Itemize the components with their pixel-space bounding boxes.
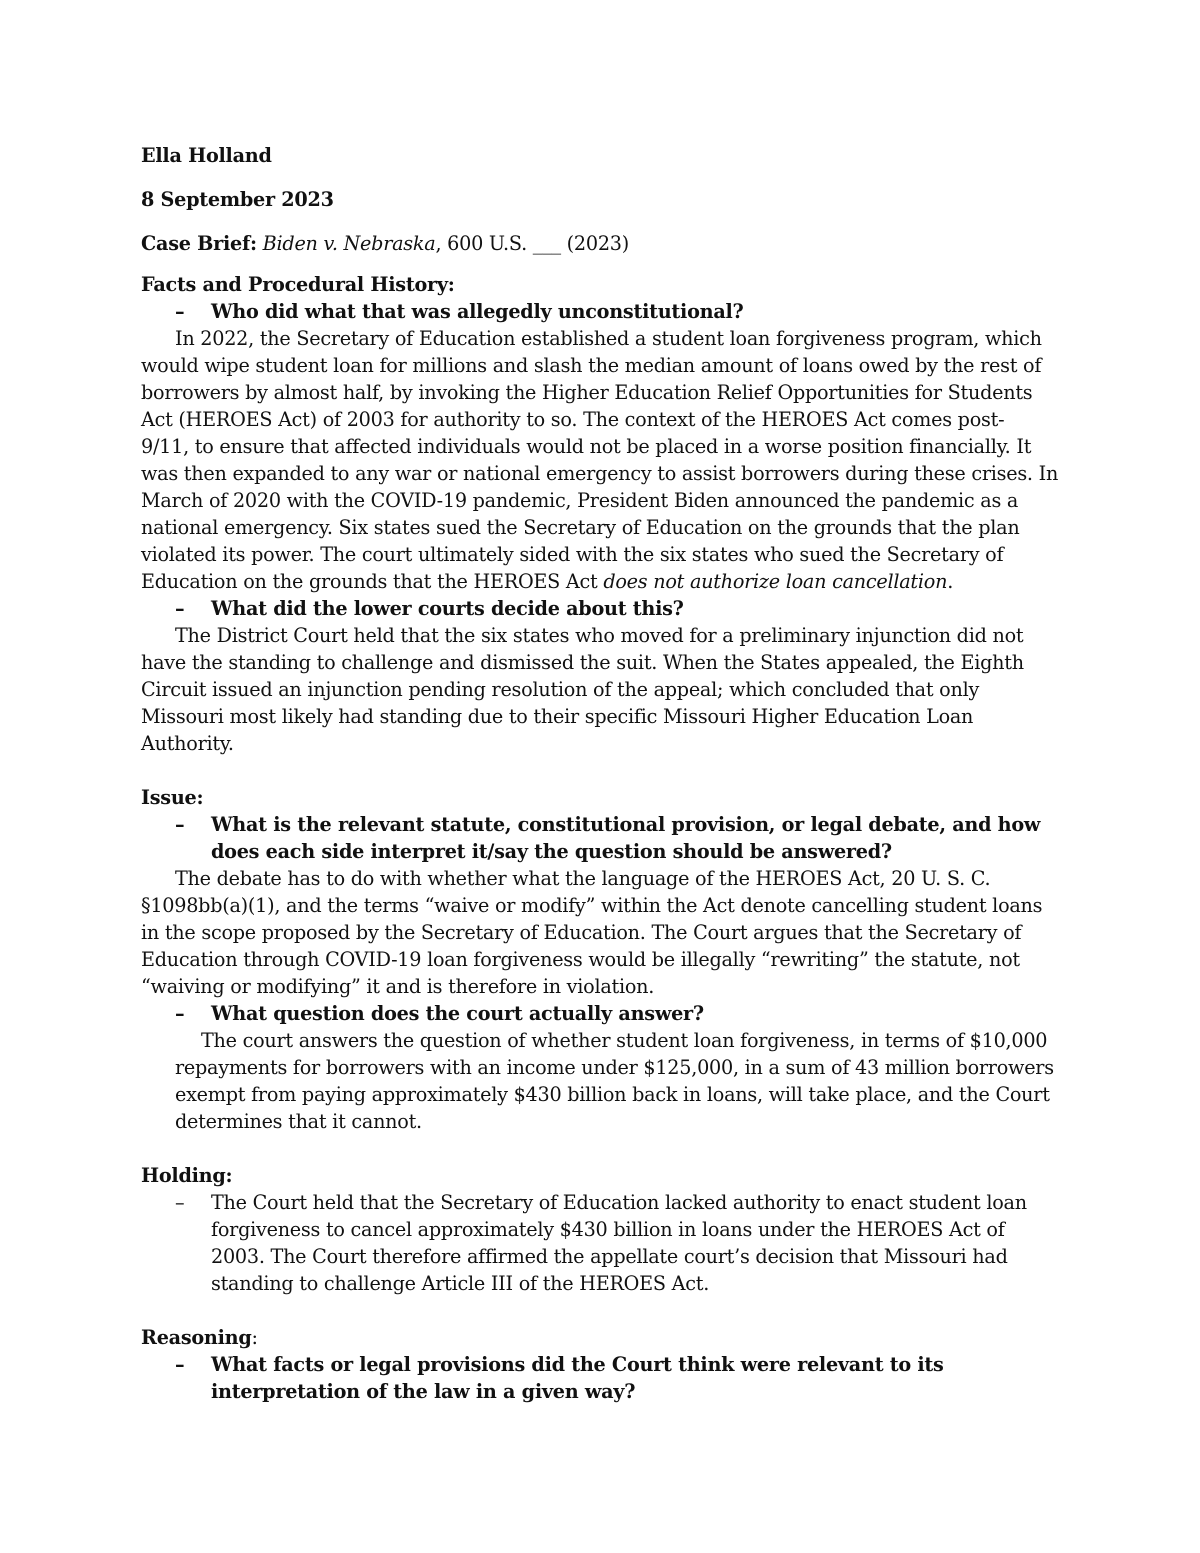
dash-bullet: – [175,300,185,323]
case-name: Biden v. Nebraska [262,232,436,255]
paragraph-line: borrowers by almost half, by invoking the Higher Education Relief Opportunities for Students [141,381,1033,404]
heading-text: Reasoning [141,1326,252,1349]
paragraph-line: would wipe student loan for millions and slash the median amount of loans owed by the rest of [141,354,1042,377]
document-page [141,142,1061,1405]
brief-date: 8 September 2023 [141,188,334,211]
author-name: Ella Holland [141,144,272,167]
paragraph-line: exempt from paying approximately $430 billion back in loans, will take place, and the Court [175,1083,1050,1106]
case-citation: , 600 U.S. ___ (2023) [435,232,629,255]
paragraph-line: have the standing to challenge and dismissed the suit. When the States appealed, the Eighth [141,651,1024,674]
heading-colon: : [251,1326,258,1349]
paragraph-line: in the scope proposed by the Secretary of Education. The Court argues that the Secretary of [141,921,1022,944]
question-text: What did the lower courts decide about this? [211,597,684,620]
dash-bullet: – [175,1191,185,1214]
issue-paragraph-2 [141,1027,1061,1135]
issue-paragraph-1 [141,865,1061,1000]
dash-bullet: – [175,1353,185,1376]
paragraph-line: In 2022, the Secretary of Education established a student loan forgiveness program, which [175,327,1042,350]
facts-heading: Facts and Procedural History: [141,273,455,296]
question-text: What facts or legal provisions did the Court think were relevant to its interpretation of the law in a given way? [211,1353,944,1403]
question-text: What is the relevant statute, constitutional provision, or legal debate, and how does each side interpret it/say the question should be answered? [211,813,1041,863]
issue-question-1 [141,811,1061,865]
case-title [141,230,1061,257]
paragraph-line: March of 2020 with the COVID-19 pandemic, President Biden announced the pandemic as a [141,489,1019,512]
holding-item [141,1189,1061,1297]
dash-bullet: – [175,597,185,620]
paragraph-line: determines that it cannot. [175,1110,422,1133]
line-text: Education on the grounds that the HEROES Act [141,570,604,593]
emphasis-text: does not authorize loan cancellation [603,570,948,593]
issue-question-2 [141,1000,1061,1027]
paragraph-line: was then expanded to any war or national emergency to assist borrowers during these crises. In [141,462,1059,485]
reasoning-heading [141,1324,1061,1351]
facts-question-1 [141,298,1061,325]
paragraph-line: Missouri most likely had standing due to their specific Missouri Higher Education Loan [141,705,974,728]
facts-paragraph-1 [141,325,1061,595]
paragraph-line: The District Court held that the six states who moved for a preliminary injunction did not [175,624,1024,647]
dash-bullet: – [175,813,185,836]
paragraph-line [141,568,1061,595]
issue-heading: Issue: [141,786,204,809]
dash-bullet: – [175,1002,185,1025]
line-text: . [947,570,954,593]
case-label: Case Brief: [141,232,257,255]
paragraph-line: Circuit issued an injunction pending resolution of the appeal; which concluded that only [141,678,980,701]
paragraph-line: §1098bb(a)(1), and the terms “waive or modify” within the Act denote cancelling student loans [141,894,1043,917]
paragraph-line: The debate has to do with whether what the language of the HEROES Act, 20 U. S. C. [175,867,991,890]
facts-paragraph-2 [141,622,1061,757]
paragraph-line: The court answers the question of whether student loan forgiveness, in terms of $10,000 [201,1029,1048,1052]
holding-section [141,1162,1061,1297]
holding-text: The Court held that the Secretary of Education lacked authority to enact student loan forgiveness to cancel approximately $430 billion in loans under the HEROES Act of 2003. The Court therefore affirmed the appellate court’s decision that Missouri had standing to challenge Article III of the HEROES Act. [211,1191,1027,1295]
facts-question-2 [141,595,1061,622]
paragraph-line: Authority. [141,732,234,755]
question-text: Who did what that was allegedly unconstitutional? [211,300,744,323]
reasoning-section [141,1324,1061,1405]
paragraph-line: 9/11, to ensure that affected individuals would not be placed in a worse position financially. It [141,435,1032,458]
paragraph-line: repayments for borrowers with an income under $125,000, in a sum of 43 million borrowers [175,1056,1054,1079]
facts-section [141,271,1061,757]
question-text: What question does the court actually answer? [211,1002,704,1025]
paragraph-line: violated its power. The court ultimately sided with the six states who sued the Secretary of [141,543,1004,566]
holding-heading: Holding: [141,1164,233,1187]
paragraph-line: Act (HEROES Act) of 2003 for authority to so. The context of the HEROES Act comes post- [141,408,1005,431]
paragraph-line: “waiving or modifying” it and is therefore in violation. [141,975,655,998]
reasoning-question-1 [141,1351,1061,1405]
paragraph-line: national emergency. Six states sued the Secretary of Education on the grounds that the plan [141,516,1020,539]
paragraph-line: Education through COVID-19 loan forgiveness would be illegally “rewriting” the statute, not [141,948,1020,971]
issue-section [141,784,1061,1135]
